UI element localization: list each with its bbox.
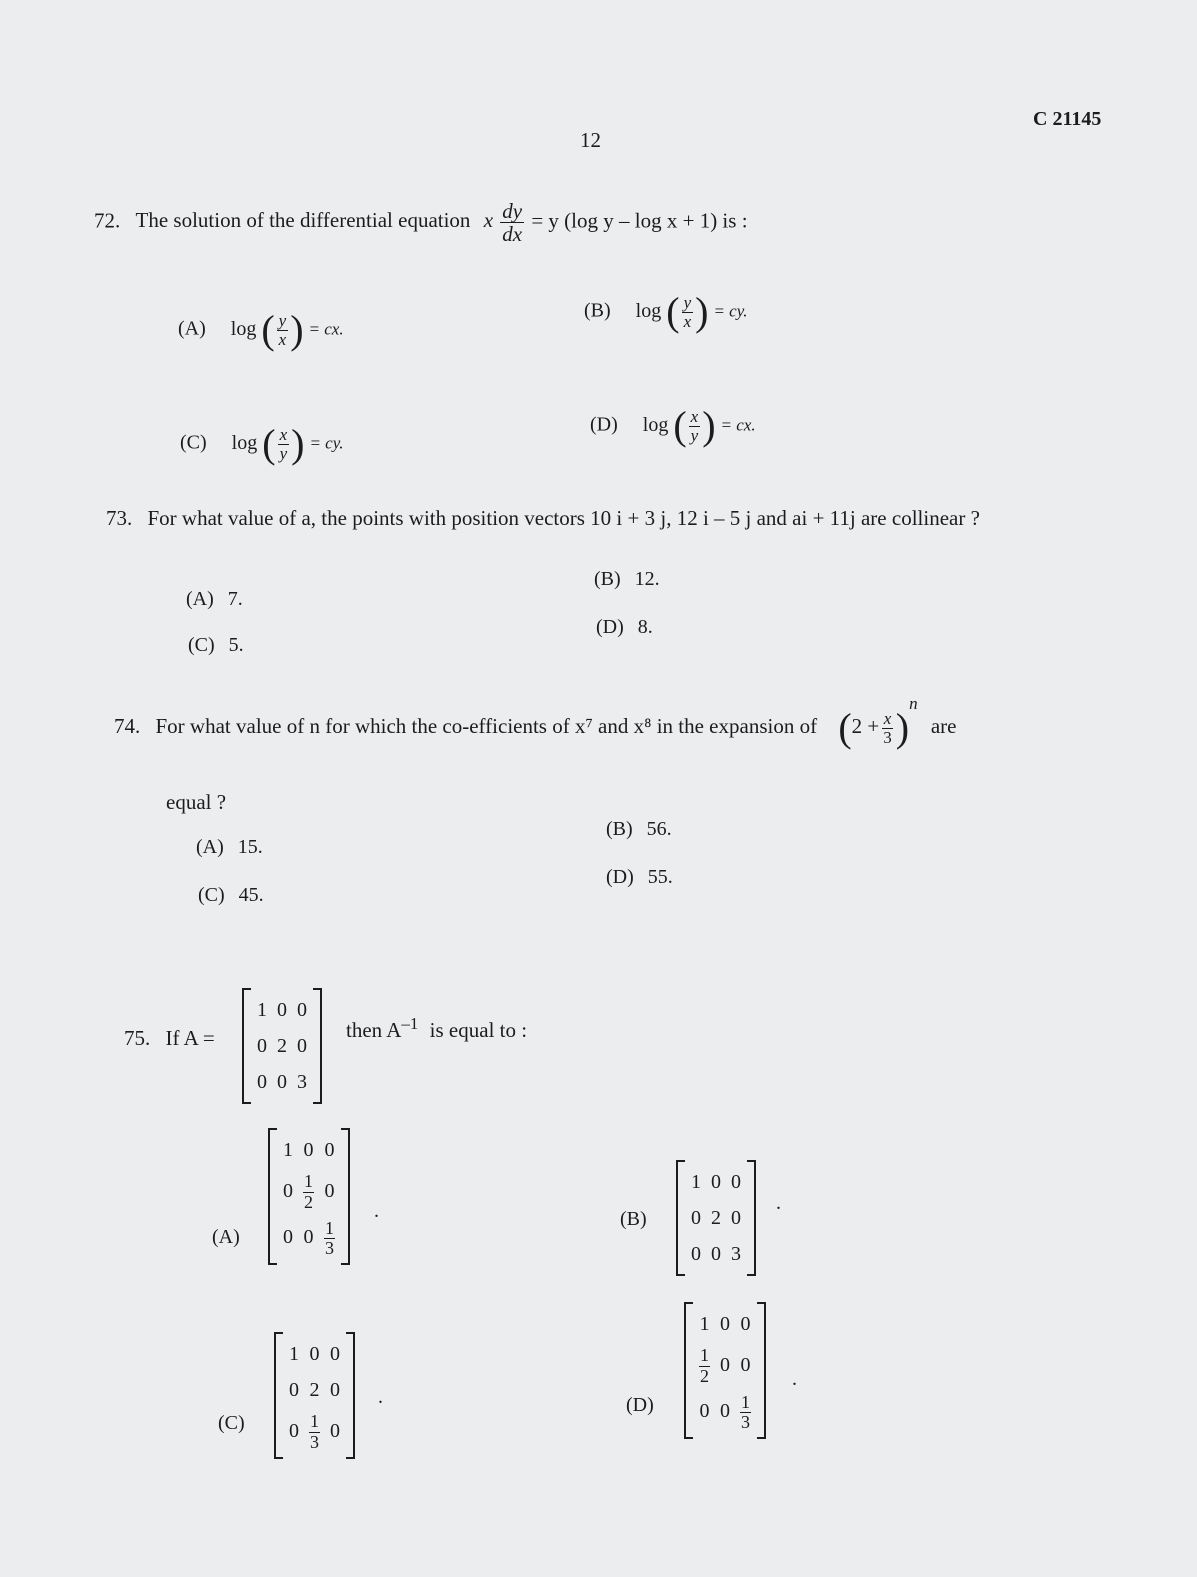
matrix-cell: 0 [711, 1170, 721, 1193]
option-75-a-matrix [268, 1128, 350, 1265]
frac-num: x [883, 708, 892, 728]
matrix-cell: 0 [720, 1353, 730, 1376]
matrix-cell: 1 [257, 998, 267, 1021]
page-number: 12 [580, 128, 601, 152]
option-value: 8. [637, 616, 653, 638]
matrix-cell: 0 [257, 1034, 267, 1057]
option-75-b-label: (B) [620, 1208, 647, 1230]
option-label: (D) [606, 866, 634, 888]
expr-power: n [909, 694, 918, 713]
matrix-cell: 0 [303, 1138, 314, 1161]
option-value: 15. [237, 836, 263, 858]
matrix-cell: 3 [297, 1070, 307, 1093]
matrix-cell: 2 [309, 1378, 320, 1401]
frac-num: y [683, 292, 692, 312]
log-text: log [642, 413, 669, 436]
matrix-cell: 0 [283, 1179, 293, 1202]
option-value: 12. [634, 568, 660, 590]
option-label: (B) [594, 568, 621, 590]
matrix-cell: 0 [740, 1312, 751, 1335]
matrix-cell: 0 [330, 1378, 340, 1401]
option-label: (C) [180, 431, 207, 454]
log-text: log [635, 299, 662, 322]
option-value: 56. [646, 818, 672, 840]
matrix-cell: 0 [731, 1170, 741, 1193]
period: . [776, 1192, 781, 1214]
question-text: If A = [165, 1026, 215, 1050]
option-73-b [594, 568, 660, 591]
matrix-cell: 1 [289, 1342, 299, 1365]
option-74-c [198, 884, 264, 907]
matrix-cell: 0 [303, 1226, 314, 1249]
option-rhs: = cx. [720, 415, 756, 435]
option-75-a-label: (A) [212, 1226, 240, 1248]
matrix-cell: 0 [277, 1070, 287, 1093]
option-label: (A) [196, 836, 224, 858]
option-72-b: (B) log ( $\frac{y}{x}$ ) = cy. [584, 289, 748, 334]
matrix-cell: 0 [277, 998, 287, 1021]
option-75-d-label: (D) [626, 1394, 654, 1416]
frac-den: 3 [883, 727, 892, 747]
option-label: (D) [590, 413, 618, 436]
option-74-a [196, 836, 263, 859]
matrix-cell: $\frac{1}{2}$ [700, 1345, 709, 1386]
matrix-cell: 0 [691, 1242, 701, 1265]
matrix-cell: 0 [740, 1353, 751, 1376]
frac-den: y [690, 425, 699, 445]
frac-den: x [278, 329, 287, 349]
derivative-fraction [500, 200, 524, 245]
matrix-cell: $\frac{1}{3}$ [310, 1411, 319, 1452]
option-label: (A) [178, 317, 206, 340]
frac-den: dx [502, 222, 523, 247]
matrix-cell: 0 [257, 1070, 267, 1093]
matrix-cell: $\frac{1}{2}$ [304, 1171, 313, 1212]
option-rhs: = cy. [309, 433, 344, 453]
frac-num: y [278, 310, 287, 330]
option-label: (A) [186, 588, 214, 610]
matrix-cell: $\frac{1}{3}$ [741, 1391, 750, 1433]
frac-den: x [683, 311, 692, 331]
matrix-cell: 0 [297, 1034, 307, 1057]
matrix-cell: 0 [297, 998, 307, 1021]
option-75-d-matrix [684, 1302, 766, 1439]
option-label: (C) [188, 634, 215, 656]
option-72-d: (D) log ( $\frac{x}{y}$ ) = cx. [590, 403, 756, 448]
matrix-cell: 0 [699, 1400, 710, 1423]
option-label: (B) [584, 299, 611, 322]
matrix-cell: 1 [283, 1138, 293, 1161]
option-value: 45. [238, 884, 264, 906]
question-73 [106, 506, 980, 531]
matrix-cell: 1 [691, 1170, 701, 1193]
eq-rhs: = y (log y – log x + 1) is : [531, 208, 748, 233]
question-text: For what value of a, the points with position vectors 10 i + 3 j, 12 i – 5 j and ai + 11j are collinear ? [147, 506, 980, 530]
matrix-a [242, 988, 322, 1104]
question-text-then: then A [346, 1018, 402, 1042]
log-text: log [231, 431, 258, 454]
exam-code: C 21145 [1033, 108, 1102, 130]
matrix-cell: 0 [330, 1342, 340, 1365]
question-number: 72. [94, 208, 121, 233]
period: . [374, 1200, 379, 1222]
matrix-cell: 0 [720, 1400, 730, 1423]
frac-den: y [279, 443, 288, 463]
question-text-end: is equal to : [429, 1018, 528, 1042]
matrix-cell: 0 [283, 1226, 293, 1249]
option-72-c: (C) log ( $\frac{x}{y}$ ) = cy. [180, 421, 344, 466]
option-73-d [596, 616, 653, 639]
question-number: 75. [124, 1026, 151, 1050]
matrix-cell: 2 [277, 1034, 287, 1057]
option-value: 7. [227, 588, 243, 610]
expr-base: 2 + [851, 714, 880, 738]
inverse-superscript: –1 [401, 1014, 419, 1033]
option-75-c-matrix [274, 1332, 355, 1459]
question-text: For what value of n for which the co-efficients of x⁷ and x⁸ in the expansion of [155, 714, 818, 738]
option-74-b [606, 818, 672, 841]
log-text: log [230, 317, 257, 340]
option-74-d [606, 866, 673, 889]
matrix-cell: 0 [324, 1179, 335, 1202]
matrix-cell: 0 [324, 1138, 335, 1161]
question-74: 74. For what value of n for which the co-efficients of x⁷ and x⁸ in the expansion of (2 + $\frac{x}{3}$ )$^n$ are [114, 694, 957, 751]
matrix-cell: 0 [711, 1242, 721, 1265]
question-72 [94, 200, 748, 245]
question-text: The solution of the differential equation [135, 208, 471, 233]
frac-num: dy [502, 199, 523, 223]
matrix-cell: 3 [731, 1242, 741, 1265]
option-label: (C) [198, 884, 225, 906]
question-75-prefix [124, 1026, 215, 1051]
option-rhs: = cx. [308, 319, 344, 339]
question-number: 74. [114, 714, 141, 738]
question-75-suffix [346, 1014, 527, 1043]
frac-num: x [690, 406, 699, 426]
frac-num: x [279, 424, 288, 444]
option-label: (D) [596, 616, 624, 638]
question-74-continuation: equal ? [166, 790, 227, 814]
matrix-cell: 0 [309, 1342, 320, 1365]
period: . [378, 1386, 383, 1408]
option-75-b-matrix [676, 1160, 756, 1276]
option-73-a [186, 588, 243, 611]
matrix-cell: 0 [691, 1206, 701, 1229]
matrix-cell: 0 [289, 1378, 299, 1401]
option-value: 5. [228, 634, 244, 656]
option-72-a: (A) log ( $\frac{y}{x}$ ) = cx. [178, 307, 344, 352]
question-number: 73. [106, 506, 133, 530]
question-text-end: are [930, 714, 957, 738]
matrix-cell: 1 [699, 1312, 710, 1335]
matrix-cell: $\frac{1}{3}$ [325, 1217, 334, 1259]
matrix-cell: 0 [289, 1419, 299, 1442]
matrix-cell: 0 [720, 1312, 730, 1335]
option-73-c [188, 634, 244, 657]
eq-lhs: x [483, 208, 494, 233]
matrix-cell: 0 [330, 1419, 340, 1442]
matrix-cell: 0 [731, 1206, 741, 1229]
option-label: (B) [606, 818, 633, 840]
matrix-cell: 2 [711, 1206, 721, 1229]
option-value: 55. [647, 866, 673, 888]
period: . [792, 1368, 797, 1390]
option-rhs: = cy. [713, 301, 748, 321]
option-75-c-label: (C) [218, 1412, 245, 1434]
